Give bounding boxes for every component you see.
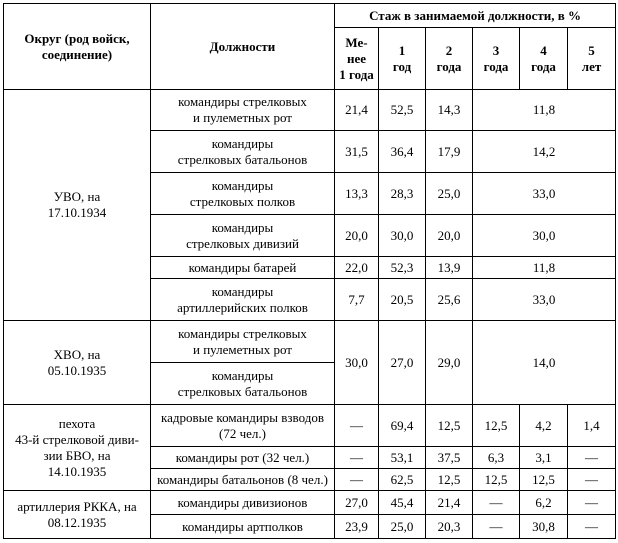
table-row <box>4 321 616 363</box>
position-cell: командиры артполков <box>151 515 335 539</box>
table-row <box>4 491 616 515</box>
value-cell: — <box>568 491 616 515</box>
value-cell-merged: 33,0 <box>473 173 616 215</box>
value-cell: 25,0 <box>426 173 473 215</box>
value-cell: — <box>335 405 379 447</box>
value-cell-merged: 27,0 <box>379 321 426 405</box>
value-cell-merged: 11,8 <box>473 257 616 279</box>
value-cell: 12,5 <box>473 405 520 447</box>
value-cell: 6,2 <box>520 491 568 515</box>
value-cell: 52,5 <box>379 90 426 131</box>
value-cell: 17,9 <box>426 131 473 173</box>
value-cell: 20,3 <box>426 515 473 539</box>
value-cell: 27,0 <box>335 491 379 515</box>
position-cell: командиры артиллерийских полков <box>151 279 335 321</box>
position-cell: командиры стрелковых и пулеметных рот <box>151 321 335 363</box>
value-cell: — <box>568 447 616 469</box>
value-cell: 21,4 <box>335 90 379 131</box>
value-cell: 37,5 <box>426 447 473 469</box>
value-cell: 7,7 <box>335 279 379 321</box>
value-cell: 28,3 <box>379 173 426 215</box>
position-cell: командиры батарей <box>151 257 335 279</box>
header-row-1 <box>4 4 616 28</box>
value-cell: 12,5 <box>473 469 520 491</box>
group-label-hvo: ХВО, на 05.10.1935 <box>4 321 151 405</box>
group-label-43-division: пехота 43-й стрелковой диви- зии БВО, на 14.10.1935 <box>4 405 151 491</box>
header-col-2-years: 2 года <box>426 28 473 90</box>
value-cell: 30,8 <box>520 515 568 539</box>
position-cell: командиры стрелковых батальонов <box>151 363 335 405</box>
value-cell: 3,1 <box>520 447 568 469</box>
value-cell-merged: 33,0 <box>473 279 616 321</box>
table-row <box>4 90 616 131</box>
value-cell-merged: 14,0 <box>473 321 616 405</box>
group-label-uvo: УВО, на 17.10.1934 <box>4 90 151 321</box>
value-cell: 12,5 <box>520 469 568 491</box>
value-cell: 31,5 <box>335 131 379 173</box>
value-cell: 12,5 <box>426 469 473 491</box>
group-label-artillery: артиллерия РККА, на 08.12.1935 <box>4 491 151 539</box>
value-cell: — <box>335 447 379 469</box>
header-col-less-1-year: Ме- нее 1 года <box>335 28 379 90</box>
position-cell: командиры батальонов (8 чел.) <box>151 469 335 491</box>
position-cell: командиры стрелковых дивизий <box>151 215 335 257</box>
position-cell: командиры дивизионов <box>151 491 335 515</box>
value-cell: 4,2 <box>520 405 568 447</box>
header-col-5-years: 5 лет <box>568 28 616 90</box>
value-cell: 23,9 <box>335 515 379 539</box>
value-cell: — <box>568 515 616 539</box>
value-cell: 14,3 <box>426 90 473 131</box>
tenure-table-container <box>3 3 616 539</box>
value-cell: 22,0 <box>335 257 379 279</box>
header-col-4-years: 4 года <box>520 28 568 90</box>
position-cell: командиры стрелковых и пулеметных рот <box>151 90 335 131</box>
value-cell: 20,0 <box>426 215 473 257</box>
value-cell: 25,0 <box>379 515 426 539</box>
header-positions: Должности <box>151 4 335 90</box>
value-cell: 52,3 <box>379 257 426 279</box>
value-cell: 20,0 <box>335 215 379 257</box>
value-cell-merged: 14,2 <box>473 131 616 173</box>
value-cell: 30,0 <box>379 215 426 257</box>
position-cell: командиры стрелковых батальонов <box>151 131 335 173</box>
value-cell: 25,6 <box>426 279 473 321</box>
value-cell-merged: 11,8 <box>473 90 616 131</box>
value-cell: 12,5 <box>426 405 473 447</box>
value-cell: 62,5 <box>379 469 426 491</box>
table-row <box>4 405 616 447</box>
value-cell: 1,4 <box>568 405 616 447</box>
tenure-table <box>3 3 616 539</box>
value-cell: 36,4 <box>379 131 426 173</box>
value-cell: 20,5 <box>379 279 426 321</box>
value-cell: 53,1 <box>379 447 426 469</box>
position-cell: командиры стрелковых полков <box>151 173 335 215</box>
position-cell: кадровые командиры взводов (72 чел.) <box>151 405 335 447</box>
value-cell: — <box>568 469 616 491</box>
value-cell: 21,4 <box>426 491 473 515</box>
value-cell: 69,4 <box>379 405 426 447</box>
value-cell: 45,4 <box>379 491 426 515</box>
value-cell-merged: 30,0 <box>335 321 379 405</box>
value-cell: 6,3 <box>473 447 520 469</box>
header-district: Округ (род войск, соединение) <box>4 4 151 90</box>
value-cell: — <box>473 515 520 539</box>
value-cell: 13,3 <box>335 173 379 215</box>
value-cell: 13,9 <box>426 257 473 279</box>
value-cell-merged: 29,0 <box>426 321 473 405</box>
header-tenure: Стаж в занимаемой должности, в % <box>335 4 616 28</box>
value-cell: — <box>335 469 379 491</box>
header-col-1-year: 1 год <box>379 28 426 90</box>
position-cell: командиры рот (32 чел.) <box>151 447 335 469</box>
value-cell: — <box>473 491 520 515</box>
value-cell-merged: 30,0 <box>473 215 616 257</box>
header-col-3-years: 3 года <box>473 28 520 90</box>
